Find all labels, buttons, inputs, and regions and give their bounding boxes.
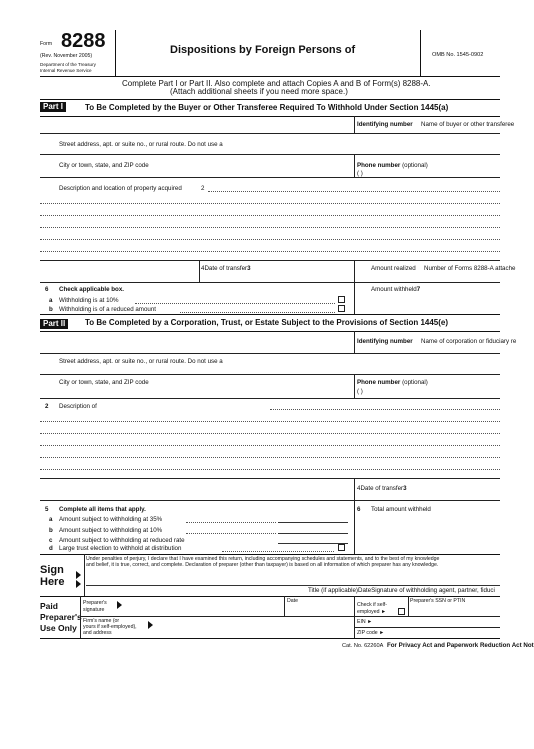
p2-city-label: City or town, state, and ZIP code [59,379,149,386]
p1-line6b-checkbox[interactable] [338,305,345,312]
revision-date: (Rev. November 2005) [40,53,93,59]
p1-phone-paren: ( ) [357,170,363,177]
arrow-right-icon: ► [367,619,373,625]
signature-line[interactable] [86,585,500,586]
p2-line5a-letter: a [49,516,53,523]
self-employed-checkbox[interactable] [398,608,405,615]
p1-line6b-letter: b [49,306,53,313]
instructions-line-2: (Attach additional sheets if you need more space.) [170,87,348,96]
p2-line5-number: 5 [45,506,49,513]
preparer-signature-label-2: signature [83,607,105,613]
firm-name-label-3: and address [83,630,112,636]
form-title: Dispositions by Foreign Persons of [170,44,356,56]
perjury-statement-line-2: and belief, it is true, correct, and complete. Declaration of preparer (other than taxpayer) is based on all information of which preparer has any knowledge. [86,562,439,568]
signature-caption: Title (if applicable)DateSignature of withholding agent, partner, fiduci [308,587,495,594]
p1-line7-label: Amount withheld7 [371,286,421,293]
p1-line6a-checkbox[interactable] [338,296,345,303]
paid-label: Paid [40,601,58,611]
p1-line6b-label: Withholding is of a reduced amount [59,306,156,313]
arrow-right-icon: ► [380,609,387,615]
p1-phone-label: Phone number (optional) [357,162,428,169]
p2-line6-label: Total amount withheld [371,506,431,513]
p1-amount-realized-label: Amount realized [371,265,416,272]
preparer-ssn-label: Preparer's SSN or PTIN [410,598,466,604]
part-2-label: Part II [40,319,68,329]
firm-name-label-2: yours if self-employed), [83,624,137,630]
sign-label: Sign [40,564,64,576]
omb-number: OMB No. 1545-0902 [432,52,484,58]
p2-line5b-letter: b [49,527,53,534]
p2-corporation-name-label: Name of corporation or fiduciary re [421,338,517,345]
ein-label: EIN ► [357,619,373,625]
p2-line4-date-of-transfer: 4Date of transfer3 [357,485,407,492]
p1-number-of-forms-label: Number of Forms 8288-A attache [424,265,516,272]
preparer-arrow-icon [117,601,122,609]
use-only-label: Use Only [40,623,77,633]
p2-line5-label: Complete all items that apply. [59,506,146,513]
part-1-heading: To Be Completed by the Buyer or Other Transferee Required To Withhold Under Section 1445(a) [85,103,449,112]
part-2-heading: To Be Completed by a Corporation, Trust, or Estate Subject to the Provisions of Section 1445(e) [85,318,449,327]
preparers-label: Preparer's [40,612,82,622]
perjury-statement-line-1: Under penalties of perjury, I declare that I have examined this return, including accompanying schedules and statements, and to the best of my knowledge [86,556,440,562]
privacy-notice: For Privacy Act and Paperwork Reduction Act Not [387,642,534,649]
part-1-label: Part I [40,102,66,112]
instructions-line-1: Complete Part I or Part II. Also complete and attach Copies A and B of Form(s) 8288-A. [122,79,431,88]
p1-city-label: City or town, state, and ZIP code [59,162,149,169]
firm-name-label-1: Firm's name (or [83,618,120,624]
sign-arrow-icon [76,571,81,579]
form-number: 8288 [61,30,106,52]
p2-line6-number: 6 [357,506,361,513]
p1-line6-number: 6 [45,286,49,293]
p1-line2-number: 2 [201,185,205,192]
p2-line5b-amount[interactable] [278,533,348,534]
p1-line6a-letter: a [49,297,53,304]
p2-line5d-letter: d [49,545,53,552]
p2-line5c-letter: c [49,537,53,544]
p1-buyer-name-label: Name of buyer or other transferee [421,121,515,128]
sign-arrow-icon-2 [76,580,81,588]
catalog-number: Cat. No. 62260A [342,643,384,649]
p1-street-label: Street address, apt. or suite no., or rural route. Do not use a [59,141,223,148]
p2-street-label: Street address, apt. or suite no., or rural route. Do not use a [59,358,223,365]
zip-code-label: ZIP code ► [357,630,385,636]
p1-line6-label: Check applicable box. [59,286,124,293]
self-employed-label-2: employed ► [357,609,387,615]
p2-line5a-amount[interactable] [278,522,348,523]
p1-line6a-label: Withholding is at 10% [59,297,119,304]
p1-identifying-number-label: Identifying number [357,121,413,128]
p2-line5b-label: Amount subject to withholding at 10% [59,527,163,534]
p2-line2-number: 2 [45,403,49,410]
p1-line2-label: Description and location of property acquired [59,185,182,192]
p2-phone-label: Phone number (optional) [357,379,428,386]
here-label: Here [40,576,65,588]
agency-line: Internal Revenue Service [40,68,92,73]
preparer-signature-label-1: Preparer's [83,600,107,606]
p2-identifying-number-label: Identifying number [357,338,413,345]
p2-line5a-label: Amount subject to withholding at 35% [59,516,163,523]
p2-phone-paren: ( ) [357,388,363,395]
p2-line5c-label: Amount subject to withholding at reduced rate [59,537,185,544]
firm-arrow-icon [148,621,153,629]
p2-line5d-checkbox[interactable] [338,544,345,551]
self-employed-label-1: Check if self- [357,602,387,608]
preparer-date-label: Date [287,598,298,604]
arrow-right-icon: ► [379,630,385,636]
p2-line5d-label: Large trust election to withhold at distribution [59,545,182,552]
p2-line2-label: Description of [59,403,97,410]
department-line: Department of the Treasury [40,62,96,67]
form-label: Form [40,41,53,47]
p1-line4-date-of-transfer: 4Date of transfer3 [201,265,251,272]
